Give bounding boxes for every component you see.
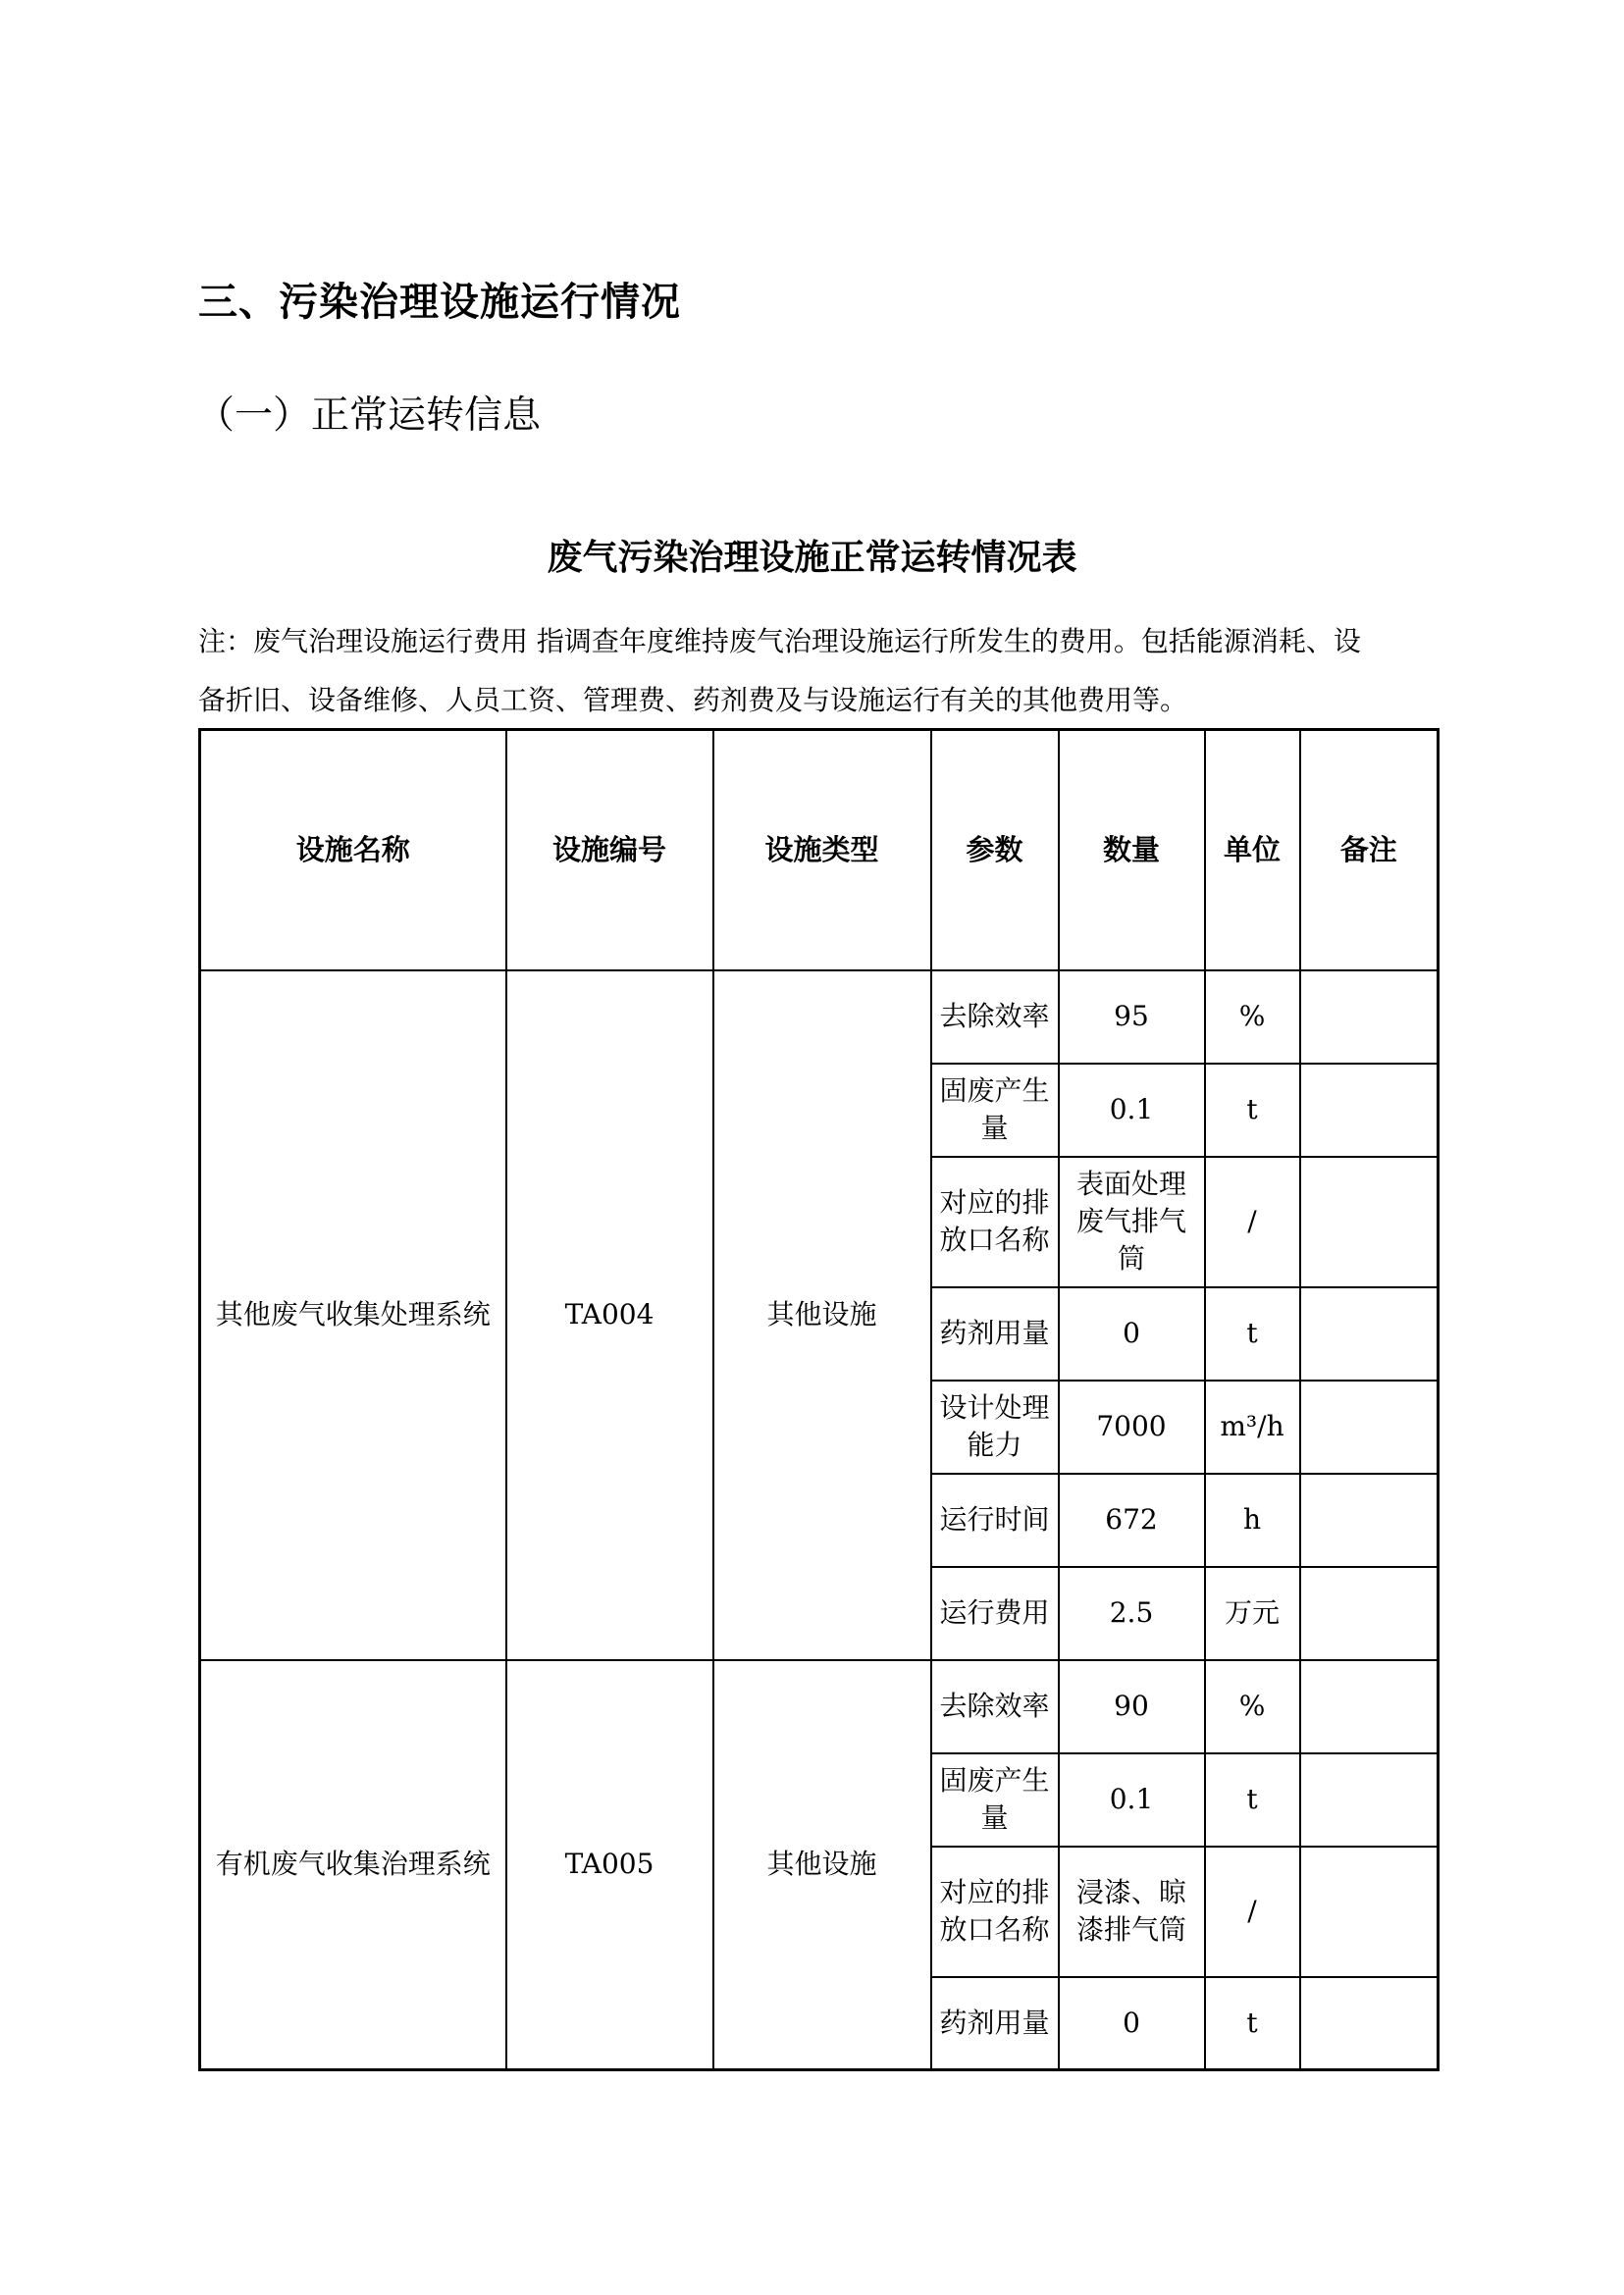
remark-cell	[1300, 970, 1439, 1064]
quantity-cell: 浸漆、晾漆排气筒	[1059, 1847, 1205, 1977]
remark-cell	[1300, 1157, 1439, 1287]
parameter-cell: 对应的排放口名称	[931, 1157, 1059, 1287]
unit-cell: m³/h	[1205, 1381, 1300, 1474]
remark-cell	[1300, 1567, 1439, 1660]
parameter-cell: 去除效率	[931, 1660, 1059, 1753]
quantity-cell: 90	[1059, 1660, 1205, 1753]
quantity-cell: 0.1	[1059, 1753, 1205, 1847]
quantity-cell: 672	[1059, 1474, 1205, 1567]
note-line-1: 注：废气治理设施运行费用 指调查年度维持废气治理设施运行所发生的费用。包括能源消耗、设	[198, 625, 1361, 657]
parameter-cell: 去除效率	[931, 970, 1059, 1064]
quantity-cell: 95	[1059, 970, 1205, 1064]
header-quantity: 数量	[1059, 730, 1205, 970]
unit-cell: t	[1205, 1977, 1300, 2070]
header-parameter: 参数	[931, 730, 1059, 970]
parameter-cell: 药剂用量	[931, 1287, 1059, 1381]
remark-cell	[1300, 1474, 1439, 1567]
table-header-row	[200, 730, 1439, 970]
facility-code-cell: TA005	[506, 1660, 713, 2070]
parameter-cell: 设计处理能力	[931, 1381, 1059, 1474]
remark-cell	[1300, 1753, 1439, 1847]
parameter-cell: 固废产生量	[931, 1064, 1059, 1157]
facility-type-cell: 其他设施	[713, 970, 931, 1660]
remark-cell	[1300, 1287, 1439, 1381]
quantity-cell: 2.5	[1059, 1567, 1205, 1660]
unit-cell: 万元	[1205, 1567, 1300, 1660]
facility-code-cell: TA004	[506, 970, 713, 1660]
remark-cell	[1300, 1847, 1439, 1977]
table-row	[200, 1660, 1439, 1753]
unit-cell: h	[1205, 1474, 1300, 1567]
parameter-cell: 对应的排放口名称	[931, 1847, 1059, 1977]
quantity-cell: 7000	[1059, 1381, 1205, 1474]
quantity-cell: 0	[1059, 1977, 1205, 2070]
parameter-cell: 运行费用	[931, 1567, 1059, 1660]
header-unit: 单位	[1205, 730, 1300, 970]
unit-cell: /	[1205, 1157, 1300, 1287]
table-note	[198, 612, 1437, 730]
quantity-cell: 0	[1059, 1287, 1205, 1381]
remark-cell	[1300, 1381, 1439, 1474]
unit-cell: t	[1205, 1753, 1300, 1847]
table-title: 废气污染治理设施正常运转情况表	[547, 538, 1077, 578]
unit-cell: t	[1205, 1064, 1300, 1157]
header-remark: 备注	[1300, 730, 1439, 970]
header-facility-name: 设施名称	[200, 730, 506, 970]
unit-cell: %	[1205, 1660, 1300, 1753]
parameter-cell: 药剂用量	[931, 1977, 1059, 2070]
quantity-cell: 0.1	[1059, 1064, 1205, 1157]
header-facility-type: 设施类型	[713, 730, 931, 970]
unit-cell: %	[1205, 970, 1300, 1064]
quantity-cell: 表面处理废气排气筒	[1059, 1157, 1205, 1287]
parameter-cell: 固废产生量	[931, 1753, 1059, 1847]
facility-type-cell: 其他设施	[713, 1660, 931, 2070]
remark-cell	[1300, 1660, 1439, 1753]
facility-table	[198, 728, 1440, 2071]
facility-name-cell: 其他废气收集处理系统	[200, 970, 506, 1660]
subsection-heading: （一）正常运转信息	[196, 393, 542, 438]
remark-cell	[1300, 1977, 1439, 2070]
header-facility-code: 设施编号	[506, 730, 713, 970]
unit-cell: t	[1205, 1287, 1300, 1381]
table-row	[200, 970, 1439, 1064]
table-body	[200, 730, 1439, 2070]
unit-cell: /	[1205, 1847, 1300, 1977]
note-line-2: 备折旧、设备维修、人员工资、管理费、药剂费及与设施运行有关的其他费用等。	[198, 684, 1188, 716]
facility-name-cell: 有机废气收集治理系统	[200, 1660, 506, 2070]
section-heading: 三、污染治理设施运行情况	[198, 280, 681, 325]
remark-cell	[1300, 1064, 1439, 1157]
parameter-cell: 运行时间	[931, 1474, 1059, 1567]
